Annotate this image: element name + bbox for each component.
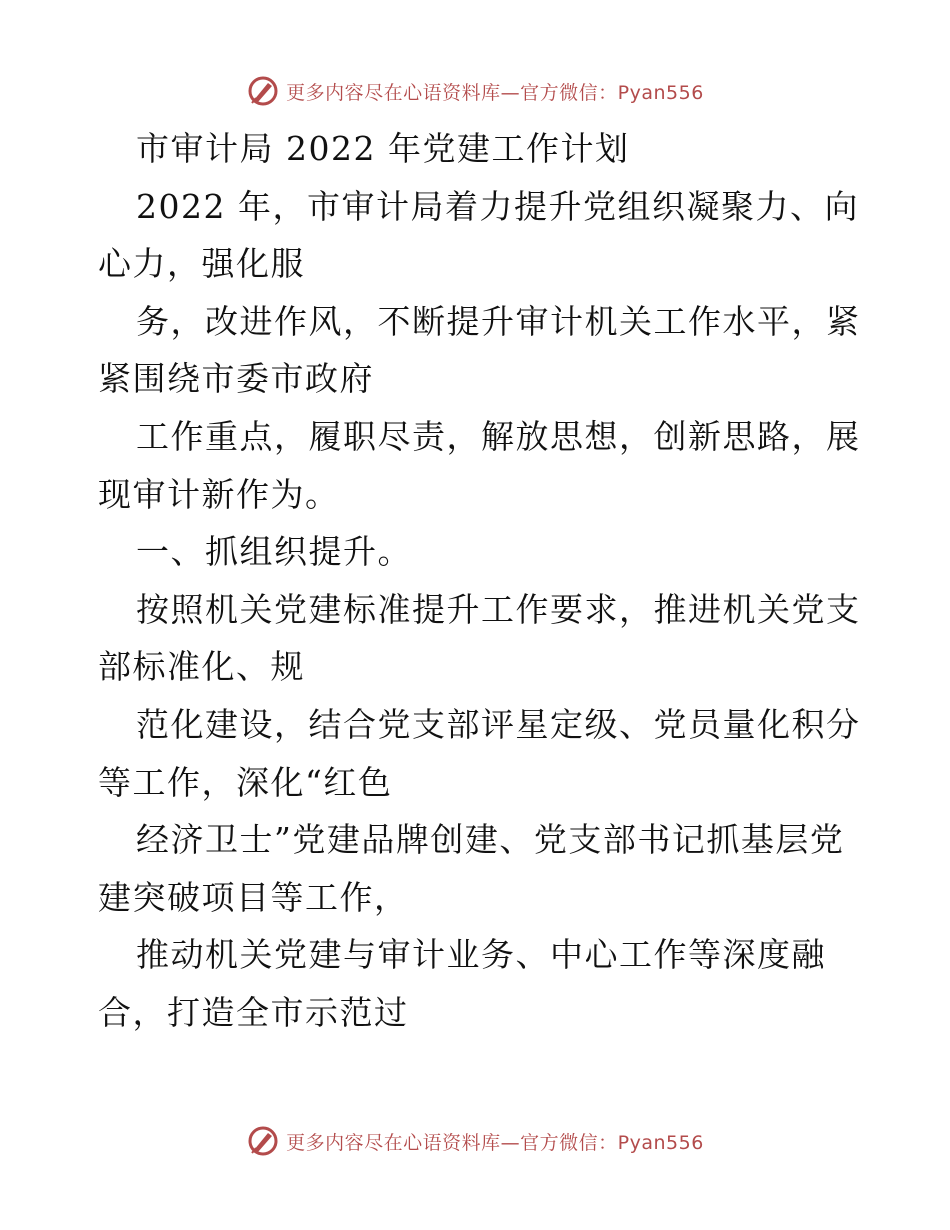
- paragraph-line: 合，打造全市示范过: [98, 992, 409, 1032]
- paragraph-line: 等工作，深化“红色: [98, 762, 393, 802]
- header-watermark: [0, 71, 950, 111]
- paragraph-line: 推动机关党建与审计业务、中心工作等深度融: [136, 935, 826, 975]
- document-title: 市审计局 2022 年党建工作计划: [136, 129, 630, 168]
- paragraph-line: 范化建设，结合党支部评星定级、党员量化积分: [136, 704, 861, 744]
- section-heading: 一、抓组织提升。: [136, 532, 412, 572]
- paragraph-line: 务，改进作风，不断提升审计机关工作水平，紧: [136, 301, 861, 341]
- paragraph-line: 部标准化、规: [98, 647, 305, 687]
- footer-watermark: [0, 1121, 950, 1161]
- paragraph-line: 紧围绕市委市政府: [98, 359, 374, 399]
- quill-pen-circle-icon: [246, 1124, 280, 1158]
- paragraph-line: 现审计新作为。: [98, 474, 340, 514]
- paragraph-line: 建突破项目等工作，: [98, 877, 409, 917]
- paragraph-line: 经济卫士”党建品牌创建、党支部书记抓基层党: [136, 820, 845, 860]
- paragraph-line: 2022 年，市审计局着力提升党组织凝聚力、向: [136, 186, 859, 226]
- watermark-text: 更多内容尽在心语资料库—官方微信：Pyan556: [286, 1131, 704, 1154]
- paragraph-line: 按照机关党建标准提升工作要求，推进机关党支: [136, 589, 861, 629]
- watermark-text: 更多内容尽在心语资料库—官方微信：Pyan556: [286, 81, 704, 104]
- paragraph-line: 心力，强化服: [98, 244, 305, 284]
- quill-pen-circle-icon: [246, 74, 280, 108]
- document-body: [98, 120, 861, 1042]
- paragraph-line: 工作重点，履职尽责，解放思想，创新思路，展: [136, 416, 861, 456]
